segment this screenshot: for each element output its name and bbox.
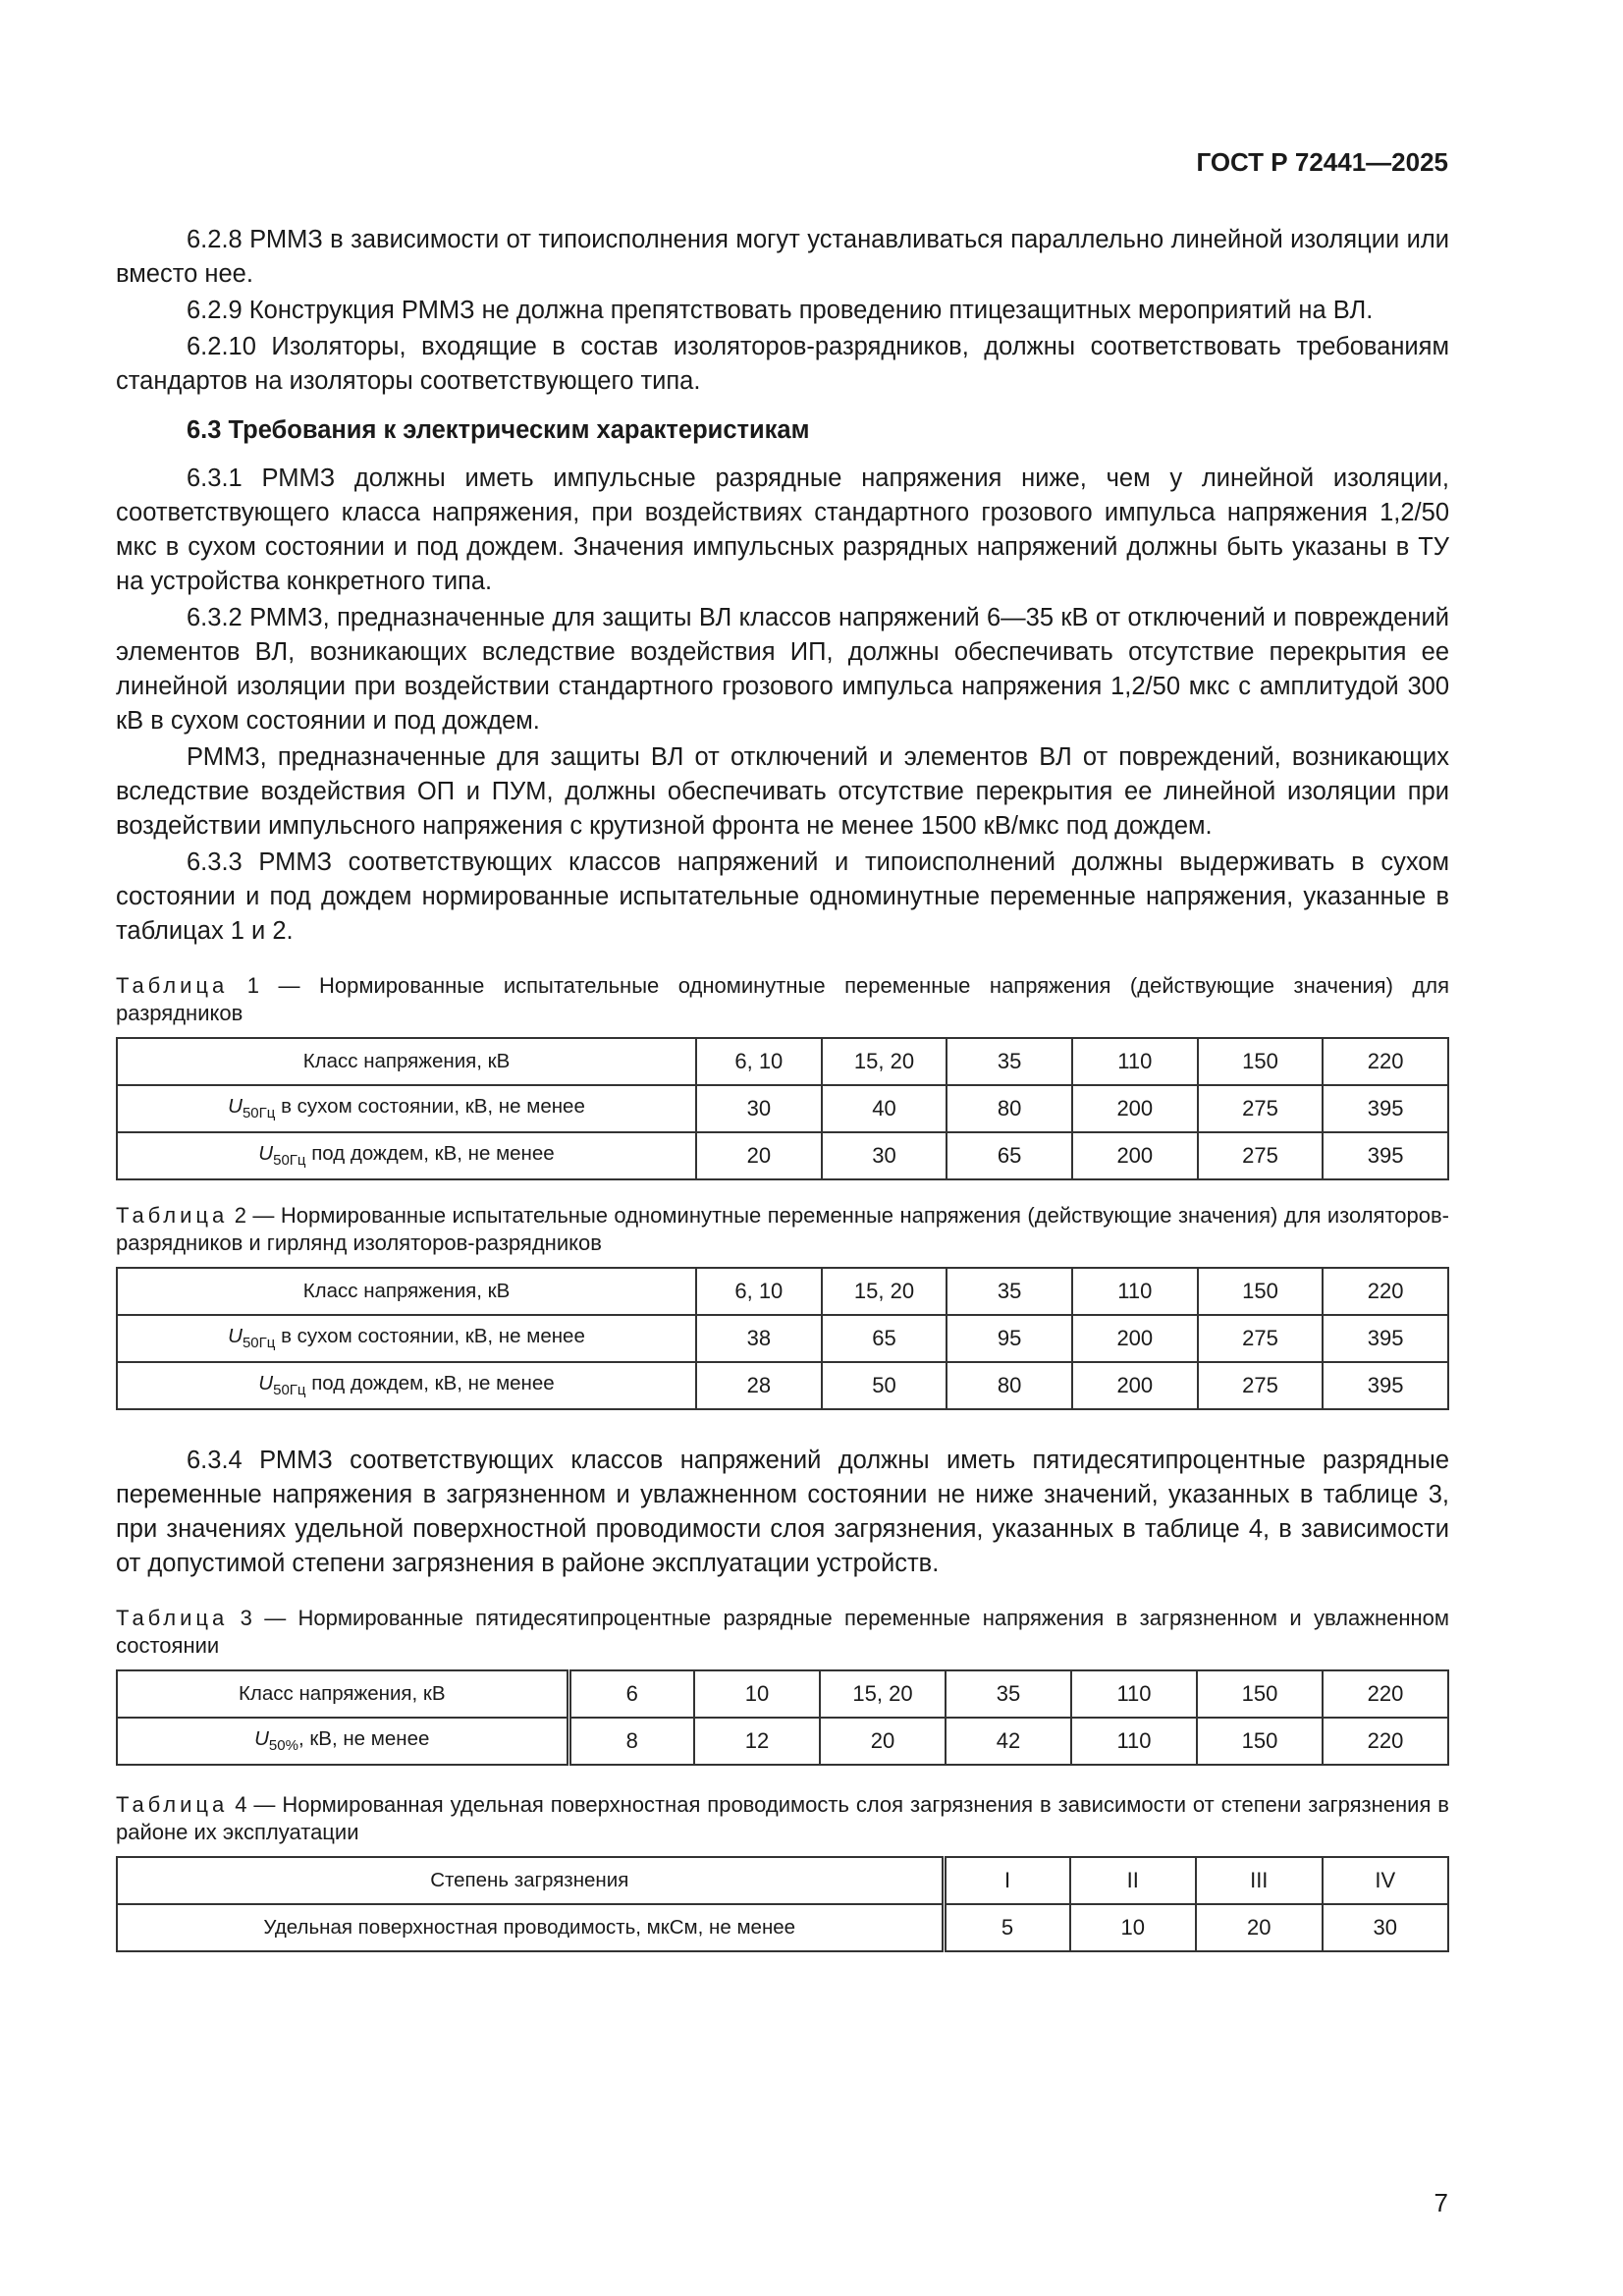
voltage-subscript: 50Гц: [242, 1335, 276, 1352]
paragraph-6-2-10: 6.2.10 Изоляторы, входящие в состав изоляторов-разрядников, должны соответствовать требованиям стандартов на изоляторы соответствующего типа.: [116, 333, 1449, 395]
table1-rain-header: [117, 1132, 696, 1179]
table-row: [117, 1038, 1448, 1085]
table-row: [117, 1718, 1448, 1765]
table4: [116, 1856, 1449, 1952]
table-cell: 220: [1323, 1268, 1448, 1315]
table-cell: 110: [1071, 1670, 1197, 1718]
table-cell: 200: [1072, 1315, 1198, 1362]
table-cell: 42: [946, 1718, 1071, 1765]
table-row: [117, 1857, 1448, 1904]
voltage-symbol: U: [258, 1372, 274, 1395]
table-cell: 110: [1071, 1718, 1197, 1765]
table1-row-header: Класс напряжения, кВ: [117, 1038, 696, 1085]
table-row: [117, 1268, 1448, 1315]
paragraph-6-2-9: 6.2.9 Конструкция РММЗ не должна препятствовать проведению птицезащитных мероприятий на ВЛ.: [187, 297, 1374, 324]
table3-row-header: Класс напряжения, кВ: [117, 1670, 568, 1718]
table1-caption-text: 1 — Нормированные испытательные одноминутные переменные напряжения (действующие значения) для разрядников: [116, 973, 1449, 1025]
table-cell: 200: [1072, 1085, 1198, 1132]
table-cell: 80: [947, 1085, 1072, 1132]
table-cell: 395: [1323, 1132, 1448, 1179]
table3-caption: [116, 1605, 1449, 1660]
table-cell: 395: [1323, 1085, 1448, 1132]
table-cell: 395: [1323, 1362, 1448, 1409]
table2-row-header: Класс напряжения, кВ: [117, 1268, 696, 1315]
table-cell: 40: [822, 1085, 947, 1132]
table-cell: 65: [822, 1315, 947, 1362]
table-row: [117, 1085, 1448, 1132]
table3: [116, 1669, 1449, 1766]
table-cell: II: [1070, 1857, 1197, 1904]
document-code: ГОСТ Р 72441—2025: [1196, 147, 1448, 177]
paragraph-6-2-8: 6.2.8 РММЗ в зависимости от типоисполнения могут устанавливаться параллельно линейной изоляции или вместо нее.: [116, 226, 1449, 288]
table-cell: III: [1196, 1857, 1323, 1904]
table-cell: 12: [694, 1718, 820, 1765]
paragraph-6-3-1: 6.3.1 РММЗ должны иметь импульсные разрядные напряжения ниже, чем у линейной изоляции, соответствующего класса напряжения, при воздействиях стандартного грозового импульса напряжения 1,2/50 мкс в сухом состоянии и под дождем. Значения импульсных разрядных напряжений должны быть указаны в ТУ на устройства конкретного типа.: [116, 465, 1449, 595]
dry-label: в сухом состоянии, кВ, не менее: [275, 1095, 585, 1119]
table4-conductivity-header: Удельная поверхностная проводимость, мкСм, не менее: [117, 1904, 944, 1951]
table-cell: 200: [1072, 1132, 1198, 1179]
table-cell: 35: [946, 1670, 1071, 1718]
page-content: [116, 223, 1449, 1952]
voltage-subscript: 50%: [268, 1737, 298, 1755]
table-row: [117, 1904, 1448, 1951]
table-cell: 30: [1323, 1904, 1449, 1951]
table-row: [117, 1670, 1448, 1718]
table2-rain-header: [117, 1362, 696, 1409]
table1-caption: [116, 972, 1449, 1027]
table-cell: 20: [696, 1132, 822, 1179]
page-number: 7: [1434, 2188, 1448, 2217]
table4-caption: [116, 1791, 1449, 1846]
table2: [116, 1267, 1449, 1410]
table-cell: 220: [1323, 1670, 1448, 1718]
table2-label: Таблица: [116, 1203, 229, 1228]
paragraph-6-3-2-cont: РММЗ, предназначенные для защиты ВЛ от отключений и элементов ВЛ от повреждений, возникающих вследствие воздействия ОП и ПУМ, должны обеспечивать отсутствие перекрытия ее линейной изоляции при воздействии импульсного напряжения с крутизной фронта не менее 1500 кВ/мкс под дождем.: [116, 743, 1449, 840]
table3-label: Таблица: [116, 1606, 229, 1630]
table-row: [117, 1132, 1448, 1179]
paragraph-6-3-2: 6.3.2 РММЗ, предназначенные для защиты ВЛ классов напряжений 6—35 кВ от отключений и повреждений элементов ВЛ, возникающих вследствие воздействия ИП, должны обеспечивать отсутствие перекрытия ее линейной изоляции при воздействии стандартного грозового импульса напряжения 1,2/50 мкс с амплитудой 300 кВ в сухом состоянии и под дождем.: [116, 604, 1449, 735]
table-cell: 35: [947, 1268, 1072, 1315]
table-cell: 275: [1198, 1132, 1324, 1179]
table-row: [117, 1362, 1448, 1409]
paragraph-6-3-4: 6.3.4 РММЗ соответствующих классов напряжений должны иметь пятидесятипроцентные разрядные переменные напряжения в загрязненном и увлажненном состоянии не ниже значений, указанных в таблице 3, при значениях удельной поверхностной проводимости слоя загрязнения, указанных в таблице 4, в зависимости от допустимой степени загрязнения в районе эксплуатации устройств.: [116, 1447, 1449, 1577]
table-cell: 5: [944, 1904, 1070, 1951]
voltage-symbol: U: [258, 1142, 274, 1166]
table-cell: 95: [947, 1315, 1072, 1362]
voltage-subscript: 50Гц: [242, 1105, 276, 1122]
voltage-subscript: 50Гц: [273, 1382, 306, 1399]
table-cell: 220: [1323, 1718, 1448, 1765]
voltage-symbol: U: [228, 1095, 243, 1119]
table-row: [117, 1315, 1448, 1362]
table2-caption: [116, 1202, 1449, 1257]
table-cell: 35: [947, 1038, 1072, 1085]
table3-u50-header: [117, 1718, 568, 1765]
table-cell: 395: [1323, 1315, 1448, 1362]
table1: [116, 1037, 1449, 1180]
table-cell: 30: [822, 1132, 947, 1179]
table-cell: 10: [694, 1670, 820, 1718]
table-cell: 20: [1196, 1904, 1323, 1951]
u50-label: , кВ, не менее: [298, 1727, 430, 1751]
table2-dry-header: [117, 1315, 696, 1362]
rain-label: под дождем, кВ, не менее: [305, 1142, 555, 1166]
paragraph-6-3-3: 6.3.3 РММЗ соответствующих классов напряжений и типоисполнений должны выдерживать в сухом состоянии и под дождем нормированные испытательные одноминутные переменные напряжения, указанные в таблицах 1 и 2.: [116, 848, 1449, 945]
table-cell: 220: [1323, 1038, 1448, 1085]
table-cell: 15, 20: [822, 1038, 947, 1085]
table-cell: 150: [1198, 1268, 1324, 1315]
table-cell: 110: [1072, 1038, 1198, 1085]
table-cell: 6: [568, 1670, 694, 1718]
table-cell: 150: [1197, 1670, 1323, 1718]
table-cell: 200: [1072, 1362, 1198, 1409]
table-cell: 65: [947, 1132, 1072, 1179]
voltage-symbol: U: [228, 1325, 243, 1348]
table-cell: 110: [1072, 1268, 1198, 1315]
table1-label: Таблица: [116, 973, 229, 998]
table-cell: 275: [1198, 1315, 1324, 1362]
table-cell: 20: [820, 1718, 946, 1765]
table-cell: 15, 20: [820, 1670, 946, 1718]
table-cell: 150: [1198, 1038, 1324, 1085]
dry-label: в сухом состоянии, кВ, не менее: [275, 1325, 585, 1348]
table-cell: 28: [696, 1362, 822, 1409]
table-cell: 10: [1070, 1904, 1197, 1951]
table-cell: 38: [696, 1315, 822, 1362]
table-cell: 150: [1197, 1718, 1323, 1765]
table4-degree-header: Степень загрязнения: [117, 1857, 944, 1904]
voltage-symbol: U: [254, 1727, 269, 1751]
voltage-subscript: 50Гц: [273, 1152, 306, 1170]
table1-dry-header: [117, 1085, 696, 1132]
table-cell: 275: [1198, 1085, 1324, 1132]
rain-label: под дождем, кВ, не менее: [305, 1372, 555, 1395]
table3-caption-text: 3 — Нормированные пятидесятипроцентные разрядные переменные напряжения в загрязненном и увлажненном состоянии: [116, 1606, 1449, 1658]
table4-label: Таблица: [116, 1792, 229, 1817]
table2-caption-text: 2 — Нормированные испытательные одноминутные переменные напряжения (действующие значения) для изоляторов-разрядников и гирлянд изоляторов-разрядников: [116, 1203, 1449, 1255]
table-cell: I: [944, 1857, 1070, 1904]
table-cell: 6, 10: [696, 1038, 822, 1085]
section-heading-6-3: 6.3 Требования к электрическим характеристикам: [187, 416, 810, 444]
table-cell: 80: [947, 1362, 1072, 1409]
table-cell: 15, 20: [822, 1268, 947, 1315]
table-cell: 8: [568, 1718, 694, 1765]
table-cell: IV: [1323, 1857, 1449, 1904]
table-cell: 275: [1198, 1362, 1324, 1409]
table-cell: 30: [696, 1085, 822, 1132]
table-cell: 6, 10: [696, 1268, 822, 1315]
table-cell: 50: [822, 1362, 947, 1409]
table4-caption-text: 4 — Нормированная удельная поверхностная проводимость слоя загрязнения в зависимости от степени загрязнения в районе их эксплуатации: [116, 1792, 1449, 1844]
